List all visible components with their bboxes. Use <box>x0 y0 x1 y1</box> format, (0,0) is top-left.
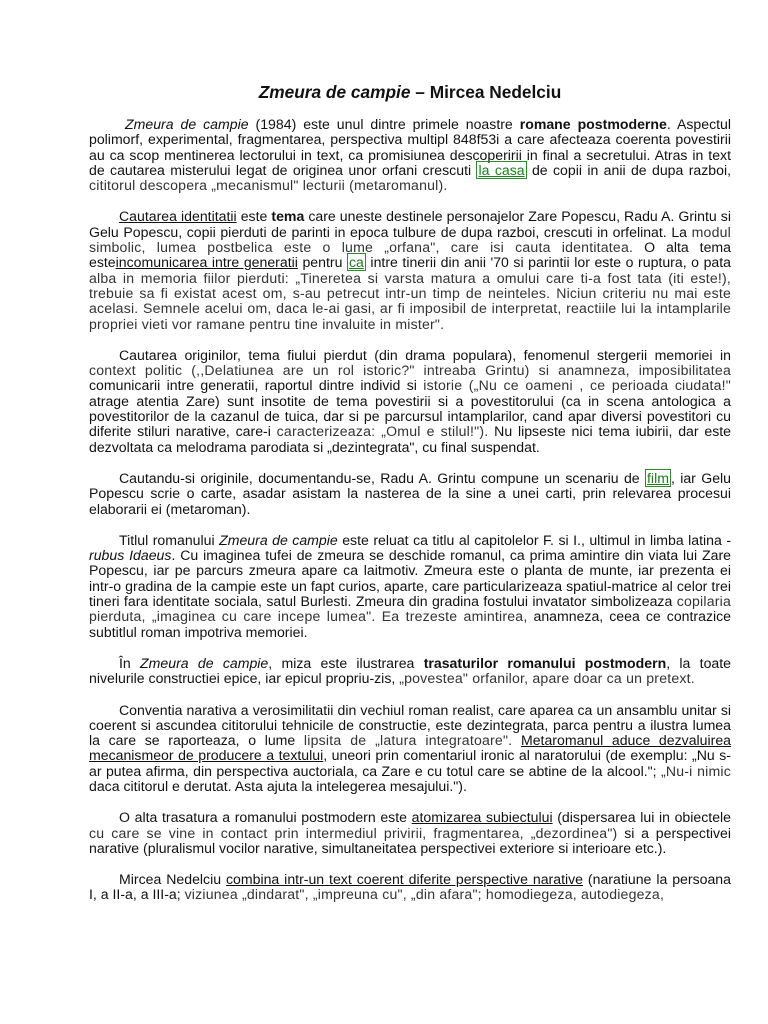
p6-text: „povestea" orfanilor, apare doar ca un pretext. <box>399 670 695 687</box>
p3-text: Cautarea originilor, tema fiului pierdut (din drama populara), fenomenul stergerii memoriei in <box>119 346 731 363</box>
p8-text: cu care se vine in contact prin intermediul privirii, fragmentarea, „dezordinea") <box>89 824 618 841</box>
title-author: Mircea Nedelciu <box>429 82 562 102</box>
link-film[interactable]: film <box>647 469 669 486</box>
title-dash: – <box>410 82 430 102</box>
p2-underline: incomunicarea intre generatii <box>115 254 298 271</box>
p9-text: viziunea „dindarat", „impreuna cu", „din afara"; homodiegeza, autodiegeza, <box>184 886 665 903</box>
link-la-casa[interactable]: la casa <box>478 161 525 178</box>
p7-underline: Metaromanul aduce dezvaluirea mecanismeor de producere a textului <box>89 732 732 764</box>
p1-text: (1984) este unul dintre primele noastre <box>248 116 520 132</box>
paragraph-6 <box>89 656 731 687</box>
p8-text: O alta trasatura a romanului postmodern este <box>119 809 412 826</box>
p6-italic: Zmeura de campie <box>140 654 269 671</box>
p6-text: În <box>119 654 141 671</box>
p5-text: . Cu imaginea tufei de zmeura se deschide romanul, ca prima amintire din viata lui Zare Popescu, iar pe parcurs zmeura apare ca laitmotiv. Zmeura este o planta de munte, iar prezenta ei intr-o gradina de la campie este un fapt curios, aparte, care particularizeaza spatiul-matrice al celor trei tineri fara identitate sociala, satul Burlesti. Zmeura din gradina fostului invatator simbolizeaza <box>89 547 731 610</box>
p7-text: daca cititorul e derutat. Asta ajuta la intelegerea mesajului."). <box>89 777 467 794</box>
p3-text: caracterizeaza: „Omul e stilul!"). <box>276 423 489 440</box>
p2-text: O alta tema este <box>89 239 731 271</box>
p8-text: si a perspectivei narative (pluralismul vocilor narative, simultaneitatea perspectivei exteriore si interioare etc.). <box>89 824 732 856</box>
p6-bold: trasaturilor romanului postmodern <box>423 654 667 671</box>
p6-text: , la toate nivelurile constructiei epice, iar epicul propriu-zis, <box>89 654 732 687</box>
p7-text: lipsita de „latura integratoare". <box>303 732 513 749</box>
paragraph-5 <box>89 533 731 640</box>
paragraph-9 <box>89 872 731 903</box>
p8-underline: atomizarea subiectului <box>411 809 553 826</box>
p5-text: este reluat ca titlu al capitolelor F. si I., ultimul in limba latina - <box>337 531 732 548</box>
document-page <box>89 82 731 919</box>
paragraph-8 <box>89 810 731 856</box>
p9-text: (naratiune la persoana I, a II-a, a III-a; <box>89 871 731 903</box>
p1-book: Zmeura de campie <box>125 116 249 132</box>
paragraph-4 <box>89 471 731 517</box>
p2-text: care uneste destinele personajelor Zare Popescu, Radu A. Grintu si Gelu Popescu, copii pierduti de parinti in epoca tulbure de dupa razboi, crescuti in orfelinat. La <box>89 208 731 240</box>
p3-text: comunicarii intre generatii, raportul dintre individ si <box>89 377 424 394</box>
p4-text: Cautandu-si originile, documentandu-se, Radu A. Grintu compune un scenariu de <box>119 469 646 486</box>
p1-bold: romane postmoderne <box>519 116 667 132</box>
paragraph-2 <box>89 209 731 331</box>
p1-text: . Aspectul polimorf, experimental, fragmentarea, perspectiva multipl 848f53i a care afecteaza coerenta povestirii au ca scop mentinerea lectorului in text, ca promisiunea descoperirii in final a secretului. Atras in text de cautarea misterului legat de originea unor orfani crescuti <box>89 116 732 178</box>
p3-text: istorie („Nu ce oameni , ce perioada ciudata!" <box>423 377 731 394</box>
p5-text: Titlul romanului <box>119 531 220 548</box>
page-title <box>89 82 731 102</box>
paragraph-1 <box>89 117 731 193</box>
p2-text: este <box>236 208 272 225</box>
p2-underline: Cautarea identitatii <box>119 208 237 225</box>
p1-text: cititorul descopera „mecanismul" lecturii (metaromanul). <box>89 177 448 194</box>
p7-text: „Nu-i nimic <box>660 762 731 779</box>
p2-text: pentru <box>297 254 347 271</box>
paragraph-7 <box>89 703 731 795</box>
title-book: Zmeura de campie <box>258 82 411 102</box>
p9-underline: combina intr-un text coerent diferite perspective narative <box>225 871 583 888</box>
p4-text: , iar Gelu Popescu scrie o carte, asadar asistam la nasterea de la sine a unei carti, prin relevarea procesui elaborarii ei (metaroman). <box>89 469 732 517</box>
p6-text: , miza este ilustrarea <box>268 654 424 671</box>
p3-text: context politic (,,Delatiunea are un rol istoric?" intreaba Grintu) si anamneza, imposibilitatea <box>89 362 731 379</box>
p3-text: Nu lipseste nici tema iubirii, dar este dezvoltata ca melodrama parodiata si „dezintegrata", cu final suspendat. <box>89 423 731 455</box>
p5-italic: rubus Idaeus <box>89 547 172 564</box>
link-ca[interactable]: ca <box>348 254 364 271</box>
p3-text: atrage atentia Zare) sunt insotite de tema povestirii si a povestitorului (ca in scena antologica a povestitorilor de la cazanul de tuica, dar si pe parcursul intamplarilor, cand apar diversi povestitori cu diferite stiluri narative, care-i <box>89 392 731 440</box>
p2-text: modul simbolic, lumea postbelica este o lume „orfana", care isi cauta identitatea. <box>89 223 731 256</box>
paragraph-3 <box>89 348 731 455</box>
p1-text: de copii in anii de dupa razboi, <box>526 161 732 178</box>
p7-text: Conventia narativa a verosimilitatii din vechiul roman realist, care aparea ca un ansamblu unitar si coerent si ascundea cititorului tehnicile de constructie, este dezintegrata, parca pentru a ilustra lumea la care se raporteaza, o lume <box>89 701 731 749</box>
p5-text: anamneza, ceea ce contrazice subtitlul roman impotriva memoriei. <box>89 608 732 640</box>
p2-bold: tema <box>271 208 305 225</box>
p5-text: copilaria pierduta, „imaginea cu care incepe lumea". Ea trezeste amintirea, <box>89 593 731 625</box>
p2-text: alba in memoria fiilor pierduti: „Tineretea si varsta matura a omului care ti-a fost tata (iti este!), trebuie sa fi existat acest om, s-au petrecut intr-un timp de neinteles. Niciun criteriu nu mai este acelasi. Semnele acelui om, daca le-ai gasi, ar fi imposibil de interpretat, reactiile lui la intamplarile propriei vieti vor ramane pentru tine invaluite in mister". <box>89 269 731 332</box>
p2-text: intre tinerii din anii '70 si parintii lor este o ruptura, o pata <box>365 254 732 271</box>
p7-text: , uneori prin comentariul ironic al naratorului (de exemplu: „Nu s-ar putea afirma, din perspectiva auctoriala, ca Zare e cu totul care se abtine de la alcool."; <box>89 747 731 779</box>
p8-text: (dispersarea lui in obiectele <box>552 809 731 826</box>
p9-text: Mircea Nedelciu <box>119 871 226 888</box>
p5-italic: Zmeura de campie <box>219 531 338 548</box>
p7-text <box>512 732 521 748</box>
